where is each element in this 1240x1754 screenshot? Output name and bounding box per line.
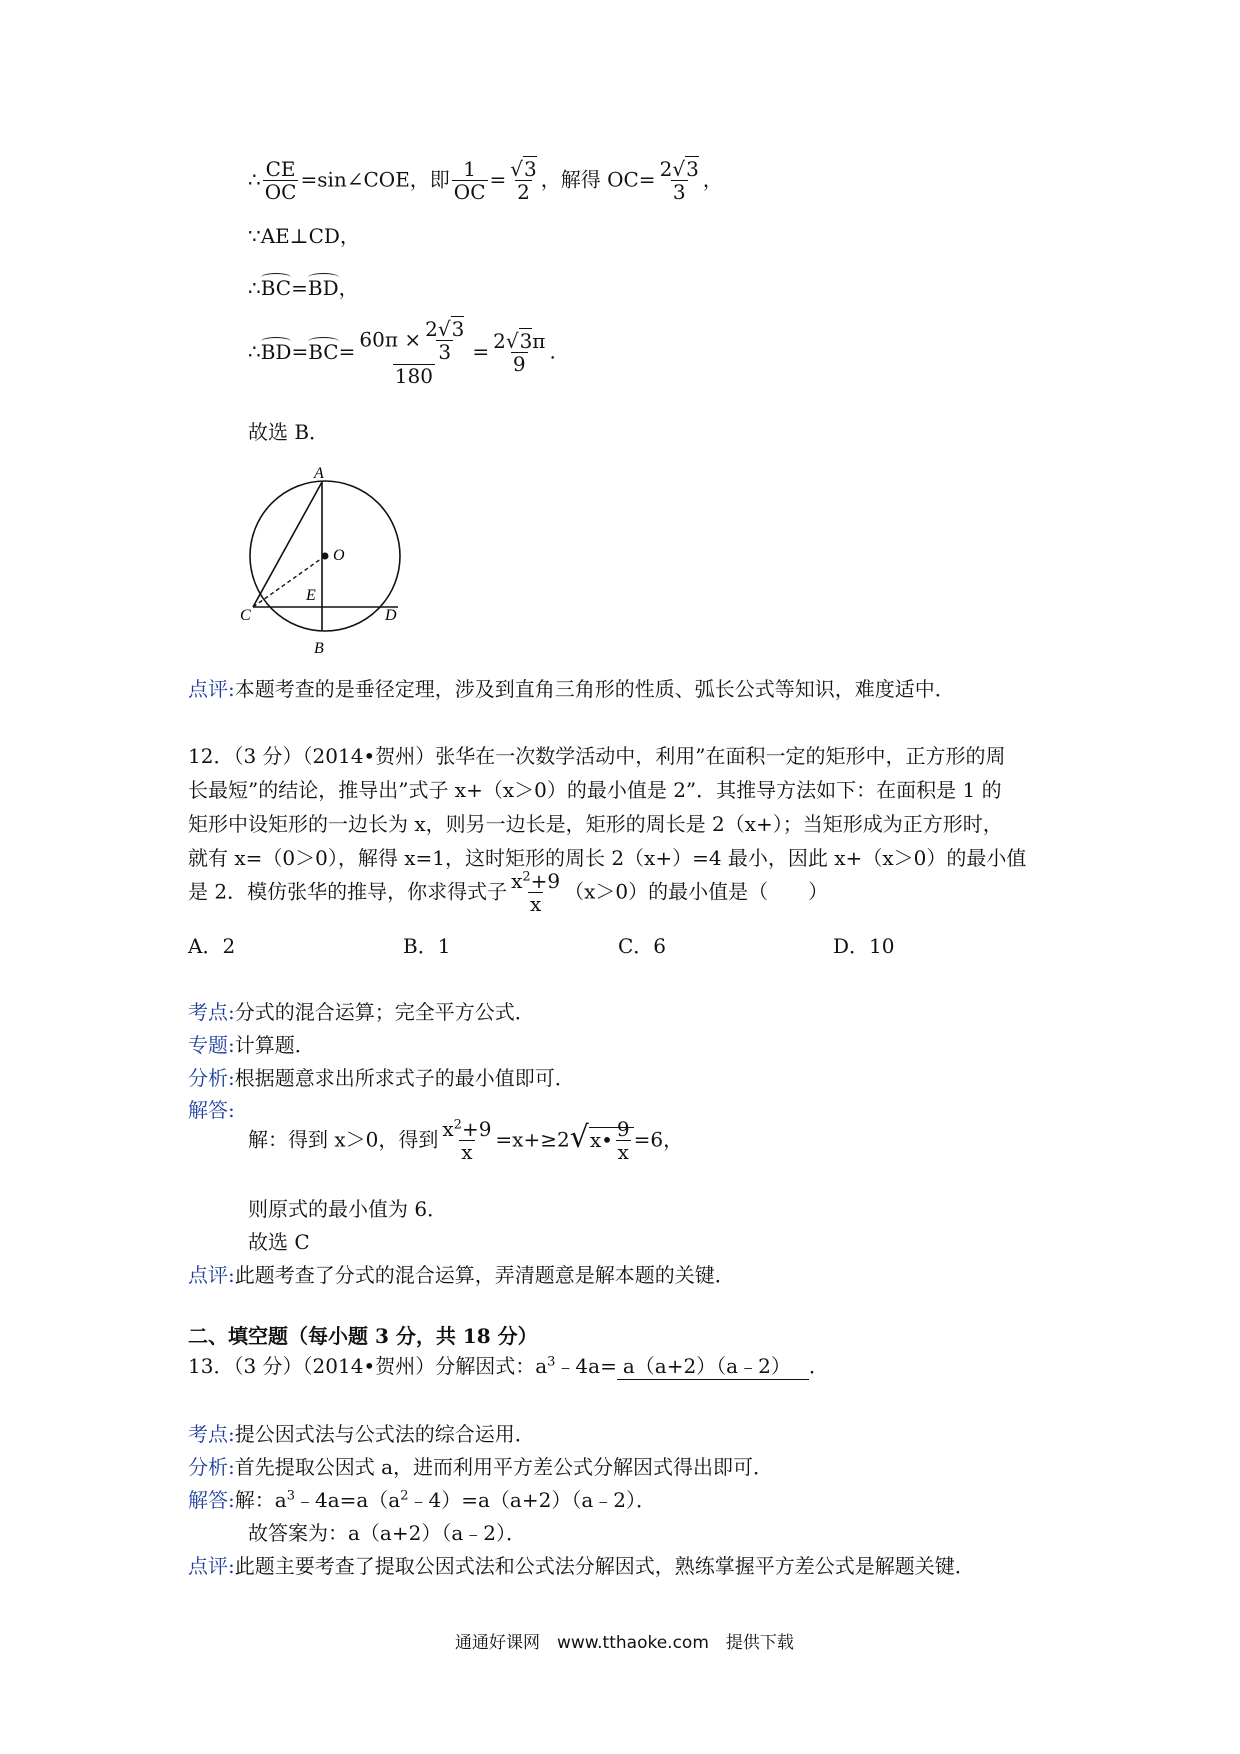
- fenxi-13: 分析:首先提取公因式 a，进而利用平方差公式分解因式得出即可．: [188, 1455, 774, 1479]
- q12-solution-formula: 解：得到 x＞0，得到 $\frac{x^2+9}{x}$ =x+≥2√x• $\frac{9}{x}$ =6，: [248, 1117, 684, 1164]
- center-point: [322, 553, 329, 560]
- label-b: B: [314, 640, 324, 657]
- comment-12: 点评:此题考查了分式的混合运算，弄清题意是解本题的关键．: [188, 1263, 735, 1287]
- q12-solution-line-2: 则原式的最小值为 6．: [248, 1197, 448, 1221]
- q12-line-5: 是 2．模仿张华的推导，你求得式子 $\frac{x^2+9}{x}$ （x＞0）的最小值是（ ）: [188, 869, 829, 916]
- result-fraction: $\frac{2√3\pi}{9}$: [493, 329, 546, 376]
- fraction-1-oc: $\frac{1}{OC}$: [453, 157, 486, 204]
- arc-length-fraction: 60π × $\frac{2√3}{3}$ 180: [359, 317, 465, 388]
- fraction-2sqrt3-3: $\frac{2√3}{3}$: [659, 157, 699, 204]
- q12-solution-line-3: 故选 C: [248, 1230, 310, 1254]
- arc-bc: BC: [260, 276, 292, 300]
- kaodian-13: 考点:提公因式法与公式法的综合运用．: [188, 1422, 535, 1446]
- jieda-13: 解答:解：$a^3﹣4a=a(a^2﹣4)=a(a+2)(a﹣2)$．: [188, 1488, 656, 1512]
- q12-line-3: 矩形中设矩形的一边长为 x，则另一边长是，矩形的周长是 2（x+）；当矩形成为正方形时，: [188, 812, 1003, 836]
- fraction-sqrt3-2: $\frac{√3}{2}$: [510, 157, 537, 204]
- comment-11: 点评:本题考查的是垂径定理，涉及到直角三角形的性质、弧长公式等知识，难度适中．: [188, 677, 955, 701]
- comment-label: 点评:: [188, 677, 235, 701]
- sqrt-sign: √: [510, 157, 524, 181]
- solution-line-3: ∴BC=BD，: [248, 276, 359, 300]
- option-d: D．10: [833, 934, 895, 958]
- q13-solution-line-2: 故答案为：a（a+2）（a﹣2）．: [248, 1521, 526, 1545]
- comment-13: 点评:此题主要考查了提取公因式法和公式法分解因式，熟练掌握平方差公式是解题关键．: [188, 1554, 975, 1578]
- fenxi-12: 分析:根据题意求出所求式子的最小值即可．: [188, 1066, 575, 1090]
- solution-line-1: ∴ $\frac{CE}{OC}$ =sin∠COE，即 $\frac{1}{OC}$ = $\frac{√3}{2}$ ，解得 OC= $\frac{2√3}{3}$ ，: [248, 157, 723, 204]
- q12-line-4: 就有 x=（0＞0），解得 x=1，这时矩形的周长 2（x+）=4 最小，因此 x+（x＞0）的最小值: [188, 846, 1027, 870]
- circle-figure: [240, 460, 410, 660]
- arc-bd: BD: [260, 339, 292, 364]
- kaodian-12: 考点:分式的混合运算；完全平方公式．: [188, 1000, 535, 1024]
- q13-question: 13．（3 分）（2014•贺州）分解因式：$a^3﹣4a=$ a（a+2）（a﹣2） ．: [188, 1350, 829, 1380]
- label-c: C: [240, 607, 251, 624]
- arc-bd: BD: [307, 276, 339, 300]
- solution-line-2: ∵AE⊥CD，: [248, 224, 360, 248]
- label-a: A: [314, 465, 324, 482]
- q12-line-2: 长最短”的结论，推导出”式子 x+（x＞0）的最小值是 2”．其推导方法如下：在面积是 1 的: [188, 778, 1002, 802]
- fraction-x2plus9-over-x: $\frac{x^2+9}{x}$: [511, 869, 561, 916]
- fraction-ce-oc: $\frac{CE}{OC}$: [264, 157, 297, 204]
- label-e: E: [306, 587, 316, 604]
- label-o: O: [333, 547, 345, 564]
- sqrt-sign: √: [569, 1119, 589, 1155]
- solution-line-4: ∴BD=BC= 60π × $\frac{2√3}{3}$ 180 = $\frac{2√3\pi}{9}$ .: [248, 317, 556, 388]
- option-c: C．6: [618, 934, 667, 958]
- page-footer: 通通好课网 www.tthaoke.com 提供下载: [455, 1633, 794, 1653]
- section-heading: 二、填空题（每小题 3 分，共 18 分）: [188, 1324, 538, 1348]
- arc-bc: BC: [308, 339, 339, 364]
- q12-line-1: 12．（3 分）（2014•贺州）张华在一次数学活动中，利用”在面积一定的矩形中，正方形的周: [188, 744, 1006, 768]
- option-b: B．1: [403, 934, 451, 958]
- zhuanti-12: 专题:计算题．: [188, 1033, 315, 1057]
- answer-11: 故选 B．: [248, 420, 330, 444]
- answer-blank: a（a+2）（a﹣2）: [617, 1350, 809, 1380]
- jieda-label-12: 解答:: [188, 1098, 235, 1122]
- option-a: A．2: [188, 934, 236, 958]
- label-d: D: [385, 607, 397, 624]
